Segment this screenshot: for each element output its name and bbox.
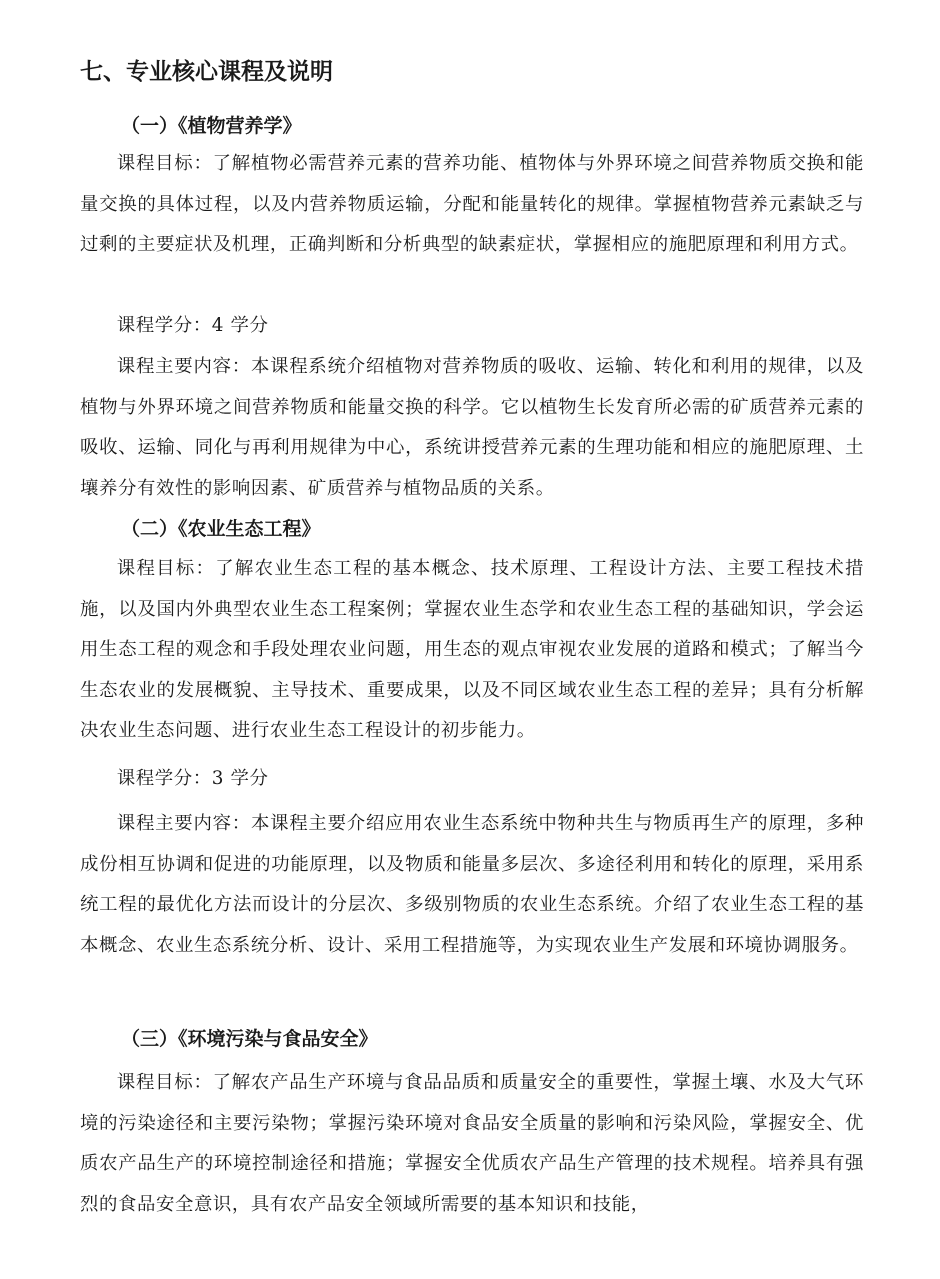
section-3-goal: 课程目标：了解农产品生产环境与食品品质和质量安全的重要性，掌握土壤、水及大气环境的污染途径和主要污染物；掌握污染环境对食品安全质量的影响和污染风险，掌握安全、优质农产品生产的环境控制途径和措施；掌握安全优质农产品生产管理的技术规程。培养具有强烈的食品安全意识，具有农产品安全领域所需要的基本知识和技能， [80,1072,864,1215]
page-title: 七、专业核心课程及说明 [80,59,333,85]
section-1-content: 课程主要内容：本课程系统介绍植物对营养物质的吸收、运输、转化和利用的规律，以及植物与外界环境之间营养物质和能量交换的科学。它以植物生长发育所必需的矿质营养元素的吸收、运输、同化与再利用规律为中心，系统讲授营养元素的生理功能和相应的施肥原理、土壤养分有效性的影响因素、矿质营养与植物品质的关系。 [80,356,864,499]
section-heading-env-pollution-food-safety: （三）《环境污染与食品安全》 [121,1028,378,1050]
section-2-content: 课程主要内容：本课程主要介绍应用农业生态系统中物种共生与物质再生产的原理，多种成份相互协调和促进的功能原理，以及物质和能量多层次、多途径利用和转化的原理，采用系统工程的最优化方法而设计的分层次、多级别物质的农业生态系统。介绍了农业生态工程的基本概念、农业生态系统分析、设计、采用工程措施等，为实现农业生产发展和环境协调服务。 [80,813,864,956]
section-2-goal: 课程目标：了解农业生态工程的基本概念、技术原理、工程设计方法、主要工程技术措施，以及国内外典型农业生态工程案例；掌握农业生态学和农业生态工程的基础知识，学会运用生态工程的观念和手段处理农业问题，用生态的观点审视农业发展的道路和模式；了解当今生态农业的发展概貌、主导技术、重要成果，以及不同区域农业生态工程的差异；具有分析解决农业生态问题、进行农业生态工程设计的初步能力。 [80,558,864,742]
section-1-goal: 课程目标：了解植物必需营养元素的营养功能、植物体与外界环境之间营养物质交换和能量交换的具体过程，以及内营养物质运输，分配和能量转化的规律。掌握植物营养元素缺乏与过剩的主要症状及机理，正确判断和分析典型的缺素症状，掌握相应的施肥原理和利用方式。 [80,153,864,256]
section-2-credit: 课程学分：3 学分 [116,768,269,789]
section-heading-plant-nutrition: （一）《植物营养学》 [121,115,302,137]
section-1-credit: 课程学分：4 学分 [116,315,269,336]
section-heading-agro-eco-engineering: （二）《农业生态工程》 [121,518,321,540]
